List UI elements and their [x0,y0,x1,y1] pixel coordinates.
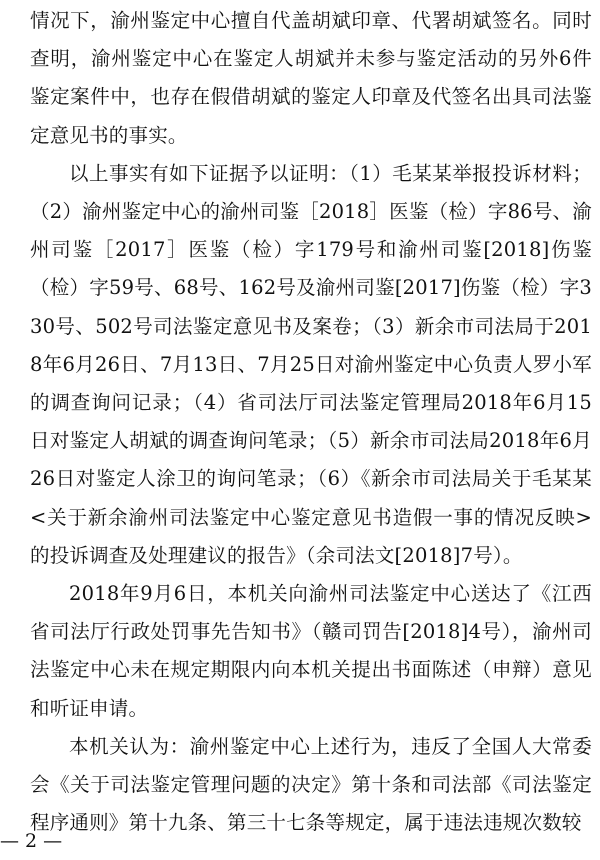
paragraph-conclusion: 本机关认为：渝州鉴定中心上述行为，违反了全国人大常委会《关于司法鉴定管理问题的决定》第十条和司法部《司法鉴定程序通则》第十九条、第三十七条等规定，属于违法违规次数较 [30,734,592,835]
paragraph-evidence: 以上事实有如下证据予以证明：（1）毛某某举报投诉材料；（2）渝州鉴定中心的渝州司鉴［2018］医鉴（检）字86号、渝州司鉴［2017］医鉴（检）字179号和渝州司鉴[2018]伤鉴（检）字59号、68号、162号及渝州司鉴[2017]伤鉴（检）字330号、502号司法鉴定意见书及案卷；（3）新余市司法局于2018年6月26日、7月13日、7月25日对渝州鉴定中心负责人罗小军的调查询问记录；（4）省司法厅司法鉴定管理局2018年6月15日对鉴定人胡斌的调查询问笔录；（5）新余市司法局2018年6月26日对鉴定人涂卫的询问笔录；（6）《新余市司法局关于毛某某<关于新余渝州司法鉴定中心鉴定意见书造假一事的情况反映>的投诉调查及处理建议的报告》（余司法文[2018]7号）。 [30,161,592,567]
paragraph-notice: 2018年9月6日，本机关向渝州司法鉴定中心送达了《江西省司法厅行政处罚事先告知书》（赣司罚告[2018]4号），渝州司法鉴定中心未在规定期限内向本机关提出书面陈述（申辩）意见和听证申请。 [30,582,592,720]
document-body [30,2,592,842]
paragraph-continuation: 情况下，渝州鉴定中心擅自代盖胡斌印章、代署胡斌签名。同时查明，渝州鉴定中心在鉴定人胡斌并未参与鉴定活动的另外6件鉴定案件中，也存在假借胡斌的鉴定人印章及代签名出具司法鉴定意见书的事实。 [30,9,592,147]
page-number: — 2 — [0,830,63,852]
